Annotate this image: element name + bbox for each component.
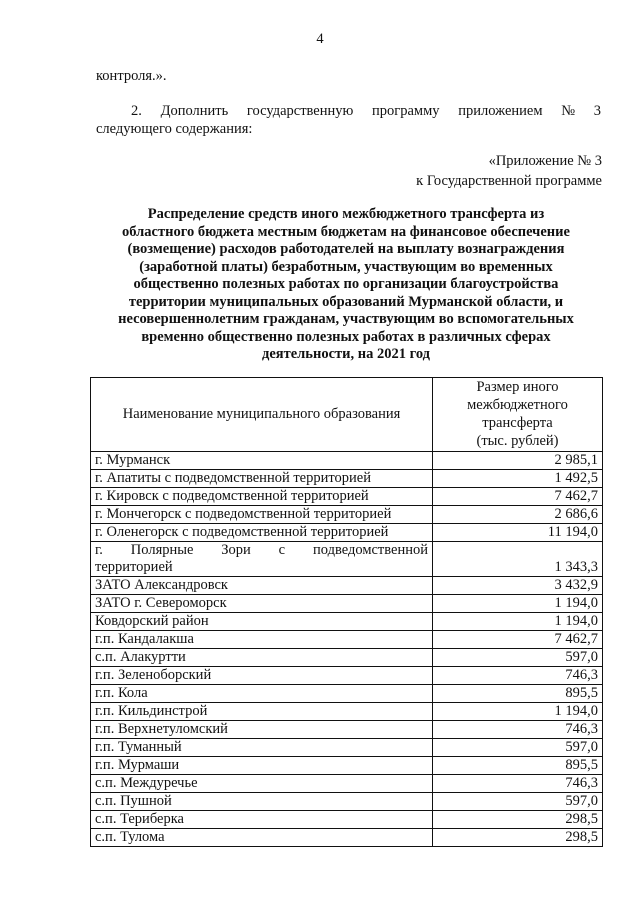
header-amount [433,378,603,452]
transfer-table [90,377,603,847]
transfer-amount: 597,0 [433,648,603,666]
transfer-amount: 1 194,0 [433,612,603,630]
table-row [91,756,603,774]
title-line: временно общественно полезных работах в различных сферах [141,328,551,345]
municipality-name: ЗАТО г. Североморск [91,594,433,612]
header-amount-line: (тыс. рублей) [476,433,559,450]
table-row [91,523,603,541]
municipality-name: г. Кировск с подведомственной территорией [91,487,433,505]
intro-word: приложением [458,103,543,119]
intro-word: Дополнить [160,103,229,119]
appendix-label: «Приложение № 3 [488,153,602,169]
municipality-name: г.п. Кандалакша [91,630,433,648]
municipality-name: с.п. Междуречье [91,774,433,792]
intro-line-2 [131,102,601,120]
table-row [91,451,603,469]
table-row [91,702,603,720]
document-title [96,206,596,364]
appendix-program: к Государственной программе [416,173,602,189]
header-name: Наименование муниципального образования [91,378,433,452]
municipality-name: г. Оленегорск с подведомственной территорией [91,523,433,541]
transfer-amount: 895,5 [433,684,603,702]
transfer-amount: 7 462,7 [433,630,603,648]
municipality-name: г.п. Мурмаши [91,756,433,774]
title-line: несовершеннолетним гражданам, участвующим во вспомогательных [118,311,574,328]
table-row [91,720,603,738]
title-line: Распределение средств иного межбюджетного трансферта из [147,206,545,222]
table-row [91,630,603,648]
table-row [91,469,603,487]
transfer-amount: 1 343,3 [433,541,603,576]
table-row [91,648,603,666]
intro-word: 3 [593,103,601,119]
title-line: деятельности, на 2021 год [262,346,430,363]
municipality-name: с.п. Пушной [91,792,433,810]
transfer-amount: 2 985,1 [433,451,603,469]
table-row [91,738,603,756]
intro-word: государственную [246,103,354,119]
municipality-name: г. Апатиты с подведомственной территорией [91,469,433,487]
header-amount-line: Размер иного [476,379,559,395]
intro-line-3: следующего содержания: [96,121,253,137]
table-row [91,684,603,702]
municipality-name: г.п. Кильдинстрой [91,702,433,720]
municipality-name: г. Мурманск [91,451,433,469]
table-row [91,505,603,523]
transfer-amount: 7 462,7 [433,487,603,505]
table-row [91,774,603,792]
municipality-name [91,541,433,576]
header-amount-line: межбюджетного [467,397,568,414]
table-row [91,541,603,576]
municipality-name: с.п. Алакуртти [91,648,433,666]
municipality-name-line: территорией [95,558,173,575]
municipality-name: г.п. Кола [91,684,433,702]
municipality-name: г.п. Туманный [91,738,433,756]
intro-word: программу [372,103,440,119]
table-row [91,666,603,684]
municipality-name: г. Мончегорск с подведомственной территорией [91,505,433,523]
transfer-amount: 746,3 [433,774,603,792]
title-line: (заработной платы) безработным, участвующим во временных [139,258,553,275]
transfer-amount: 1 492,5 [433,469,603,487]
transfer-amount: 746,3 [433,720,603,738]
title-line: общественно полезных работах по организации благоустройства [133,276,559,293]
transfer-amount: 1 194,0 [433,594,603,612]
municipality-name: с.п. Териберка [91,810,433,828]
title-line: территории муниципальных образований Мурманской области, и [128,293,564,310]
title-line: (возмещение) расходов работодателей на выплату вознаграждения [127,241,565,258]
table-row [91,576,603,594]
transfer-amount: 895,5 [433,756,603,774]
table-row [91,612,603,630]
transfer-amount: 298,5 [433,828,603,846]
municipality-name-line: г. Полярные Зори с подведомственной [95,541,428,558]
paragraph-number: 2. [131,103,142,119]
table-row [91,487,603,505]
table-row [91,792,603,810]
transfer-amount: 1 194,0 [433,702,603,720]
header-amount-line: трансферта [482,415,553,432]
municipality-name: г.п. Зеленоборский [91,666,433,684]
transfer-amount: 597,0 [433,792,603,810]
page-number: 4 [316,31,324,47]
municipality-name: Ковдорский район [91,612,433,630]
transfer-amount: 2 686,6 [433,505,603,523]
table-header-row [91,378,603,452]
intro-word: № [561,103,576,119]
table-row [91,810,603,828]
municipality-name: ЗАТО Александровск [91,576,433,594]
transfer-amount: 3 432,9 [433,576,603,594]
transfer-amount: 298,5 [433,810,603,828]
table-row [91,828,603,846]
transfer-amount: 746,3 [433,666,603,684]
intro-line-1: контроля.». [96,68,167,84]
municipality-name: с.п. Тулома [91,828,433,846]
title-line: областного бюджета местным бюджетам на финансовое обеспечение [122,223,570,240]
municipality-name: г.п. Верхнетуломский [91,720,433,738]
table-row [91,594,603,612]
transfer-amount: 11 194,0 [433,523,603,541]
transfer-amount: 597,0 [433,738,603,756]
